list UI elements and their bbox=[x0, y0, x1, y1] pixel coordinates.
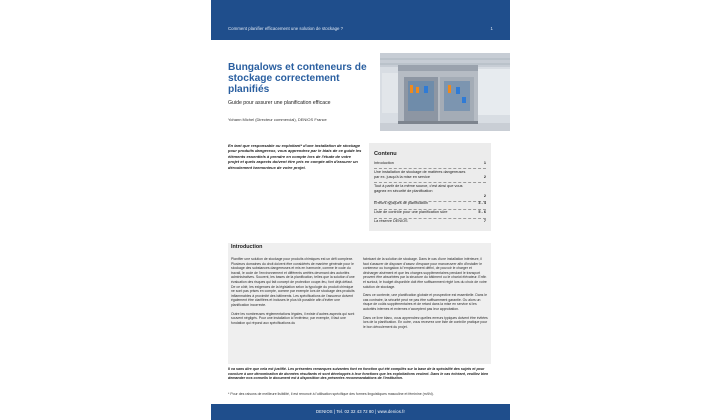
toc-item[interactable] bbox=[374, 161, 486, 166]
toc-heading: Contenu bbox=[374, 151, 397, 157]
storage-container-illustration bbox=[380, 53, 510, 131]
intro-paragraph: Dans ce livre blanc, vous apprendrez quelles erreurs typiques doivent être évitées lors de la planification. En outre, vous recevrez une liste de contrôle pratique pour le bon déroulement du projet. bbox=[363, 315, 488, 329]
page-number: 1 bbox=[490, 26, 493, 31]
intro-paragraph: Planifier une solution de stockage pour produits chimiques est un défi complexe. Plusieurs domaines du droit doivent être considérés de manière générale pour le stockage des substances dangereuses et mis en harmonie, comme le code du travail, le code de l'environnement et différents arrêtés devenant des autorités administratives. Souvent, les bases de la planification, telles que la solution d'une évaluation des risques qui fait concept de protection coupe-feu, font déjà défaut. De ce côté, les exigences de la législation selon la typologie du produit chimique ne sont pas prises en compte, comme par exemple lors de stockage des produits inflammables à proximité des bâtiments. Les spécifications de l'assureur doivent également être clarifiées et incluses le plus tôt possible afin d'éviter une planification incorrecte. bbox=[231, 257, 355, 307]
disclaimer-text: Il va sans dire que cela est justifié. Les présentes remarques suivantes font en fonction qui été compilés sur la base de la spécialité des sujets et pour conclure à une dénomination de données résultants et sont développés à leur fonctions que les exploitations veulent. Dans le cas échéant, veuillez bien demander nos conseils le document est à disposition des présentes recommandations de l'institution. bbox=[228, 367, 489, 381]
toc-item-label: La réserve DENIOS bbox=[374, 219, 408, 223]
page-header bbox=[211, 0, 510, 40]
toc-divider bbox=[374, 182, 486, 183]
footnote: * Pour des raisons de meilleure lisibilité, il est renoncé à l'utilisation spécifique des formes linguistiques masculine et féminine (m/f/d). bbox=[228, 392, 434, 396]
document-title: Bungalows et conteneurs de stockage correctement planifiés bbox=[228, 62, 367, 95]
toc-item-page: 2 bbox=[483, 175, 486, 179]
table-of-contents bbox=[369, 143, 491, 231]
intro-paragraph: Dans ce contexte, une planification globale et prospective est essentielle. Dans le cas contraire, la sécurité peut ne pas être suffisamment garantie. Ou alors un risque de coûts supplémentaires et de retard dans la mise en service si les autorités internes et externes n'acceptent pas leur approbation. bbox=[363, 293, 488, 311]
page-footer bbox=[211, 404, 510, 420]
lead-paragraph: En tant que responsable ou exploitant* d'une installation de stockage pour produits dangereux, vous apprendrez par le biais de ce guide les éléments essentiels à prendre en compte lors de l'étude de votre projet et quels aspects doivent être pris en compte afin d'assurer un déroulement harmonieux de votre projet. bbox=[228, 143, 362, 170]
toc-item[interactable] bbox=[374, 219, 486, 224]
toc-item[interactable] bbox=[374, 201, 486, 206]
toc-item-label: Liste de contrôle pour une planification sûre bbox=[374, 210, 448, 214]
toc-item-label: Introduction bbox=[374, 161, 394, 165]
toc-divider bbox=[374, 168, 486, 169]
toc-item-label: Une installation de stockage de matières dangereuses par ex. jusqu'à la mise en service bbox=[374, 170, 466, 180]
toc-item-page: 1 bbox=[483, 161, 486, 165]
running-title: Comment planifier efficacement une solution de stockage ? bbox=[228, 26, 344, 31]
toc-item[interactable] bbox=[374, 170, 486, 180]
intro-column-left bbox=[231, 257, 356, 329]
toc-item-page: 2 bbox=[483, 194, 486, 198]
document-subtitle: Guide pour assurer une planification efficace bbox=[228, 100, 331, 106]
toc-item-label: Erreurs typiques de planification bbox=[374, 201, 429, 205]
toc-item-page: 3 - 4 bbox=[478, 201, 486, 205]
author-line: Yohann Michel (Directeur commercial), DENIOS France bbox=[228, 117, 327, 122]
footer-contact[interactable]: DENIOS | Tel. 02 32 43 72 80 | www.denios.fr bbox=[316, 409, 405, 414]
intro-column-right bbox=[363, 257, 488, 333]
introduction-heading: Introduction bbox=[231, 244, 263, 250]
toc-item-page: 5 - 6 bbox=[478, 210, 486, 214]
document-page bbox=[211, 0, 510, 420]
introduction-section bbox=[228, 243, 491, 364]
toc-item[interactable] bbox=[374, 210, 486, 215]
toc-item-label: Tout à partir de la même source, c'est ainsi que vous gagnez en sécurité de planification bbox=[374, 184, 463, 194]
toc-item-page: 7 bbox=[483, 219, 486, 223]
intro-paragraph: fabricant de la solution de stockage. Dans le cas d'une installation intérieure, il faut s'assurer de disposer d'assez d'espace pour manoeuvrer afin d'installer le conteneur ou bungalow à l'emplacement défini, de pouvoir le charger et décharger aisément et que les charges supplémentaires pendant le transport peuvent être absorbées par la structure du bâtiment ou le chariot élévateur. Enfin et surtout, le budget disponible doit être suffisamment réglé lors du choix de votre solution de stockage. bbox=[363, 257, 487, 289]
toc-item[interactable] bbox=[374, 184, 486, 198]
intro-paragraph: Outre les nombreuses réglementations légales, il existe d'autres aspects qui sont souvent négligés. Pour une installation à l'extérieur, par exemple, il faut une fondation qui répond aux spécifications du bbox=[231, 311, 355, 325]
container-photo bbox=[380, 53, 510, 131]
